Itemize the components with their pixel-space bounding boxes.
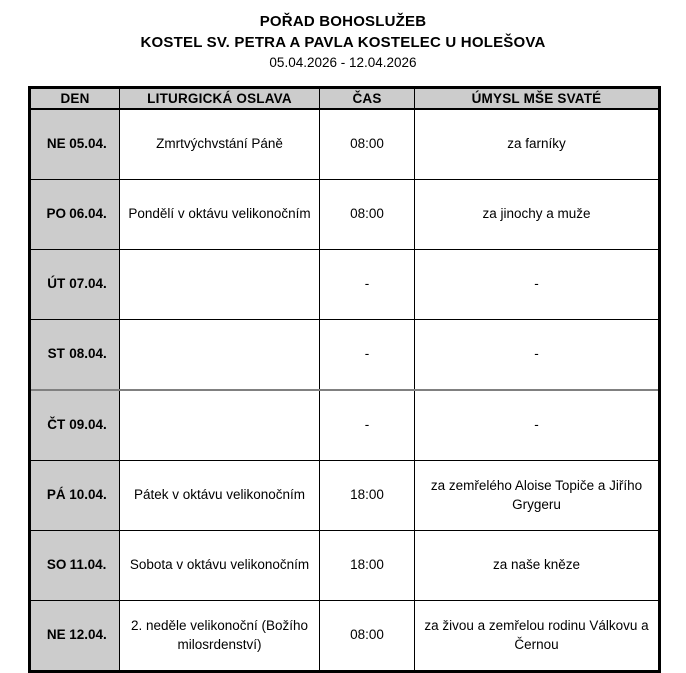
intention-cell: - [415,390,660,461]
day-abbr: NE [46,627,66,643]
table-row [30,180,660,250]
day-abbr: ST [47,346,65,362]
celebration-cell [120,250,320,320]
day-cell [30,320,120,391]
table-row [30,250,660,320]
day-abbr: ÚT [47,276,66,292]
time-cell: 08:00 [320,601,415,672]
table-row [30,109,660,180]
celebration-cell: Sobota v oktávu velikonočním [120,531,320,601]
day-date: 05.04. [69,136,107,152]
date-range: 05.04.2026 - 12.04.2026 [269,55,417,70]
day-cell [30,531,120,601]
day-cell [30,250,120,320]
day-abbr: PO [46,206,66,222]
intention-cell: za jinochy a muže [415,180,660,250]
day-cell [30,180,120,250]
day-cell [30,461,120,531]
day-abbr: SO [46,557,67,573]
day-abbr: PÁ [46,487,66,503]
column-header-cas: ČAS [320,88,415,110]
intention-cell: - [415,250,660,320]
day-date: 08.04. [69,346,107,362]
intention-cell: za živou a zemřelou rodinu Válkovu a Černou [415,601,660,672]
time-cell: 18:00 [320,461,415,531]
day-date: 09.04. [69,417,107,433]
table-row [30,390,660,461]
celebration-cell: Pátek v oktávu velikonočním [120,461,320,531]
time-cell: 18:00 [320,531,415,601]
page-subtitle: KOSTEL SV. PETRA A PAVLA KOSTELEC U HOLEŠOVA [140,34,546,51]
table-row [30,320,660,391]
celebration-cell: Pondělí v oktávu velikonočním [120,180,320,250]
day-date: 10.04. [69,487,107,503]
document-header [0,0,686,73]
column-header-liturgicka-oslava: LITURGICKÁ OSLAVA [120,88,320,110]
time-cell: - [320,390,415,461]
day-cell [30,390,120,461]
day-cell [30,601,120,672]
intention-cell: - [415,320,660,391]
time-cell: 08:00 [320,180,415,250]
day-abbr: ČT [47,417,66,433]
celebration-cell: Zmrtvýchvstání Páně [120,109,320,180]
table-row [30,531,660,601]
celebration-cell: 2. neděle velikonoční (Božího milosrdenství) [120,601,320,672]
celebration-cell [120,390,320,461]
celebration-cell [120,320,320,391]
schedule-table [28,86,661,673]
intention-cell: za farníky [415,109,660,180]
column-header-den: DEN [30,88,120,110]
time-cell: 08:00 [320,109,415,180]
day-date: 07.04. [69,276,107,292]
day-abbr: NE [46,136,66,152]
day-date: 11.04. [69,557,107,573]
day-date: 06.04. [69,206,107,222]
intention-cell: za zemřelého Aloise Topiče a Jiřího Grygeru [415,461,660,531]
day-cell [30,109,120,180]
table-row [30,601,660,672]
intention-cell: za naše kněze [415,531,660,601]
time-cell: - [320,320,415,391]
time-cell: - [320,250,415,320]
column-header-umysl: ÚMYSL MŠE SVATÉ [415,88,660,110]
table-row [30,461,660,531]
page-title: POŘAD BOHOSLUŽEB [259,13,427,30]
day-date: 12.04. [69,627,107,643]
table-header-row [30,88,660,110]
